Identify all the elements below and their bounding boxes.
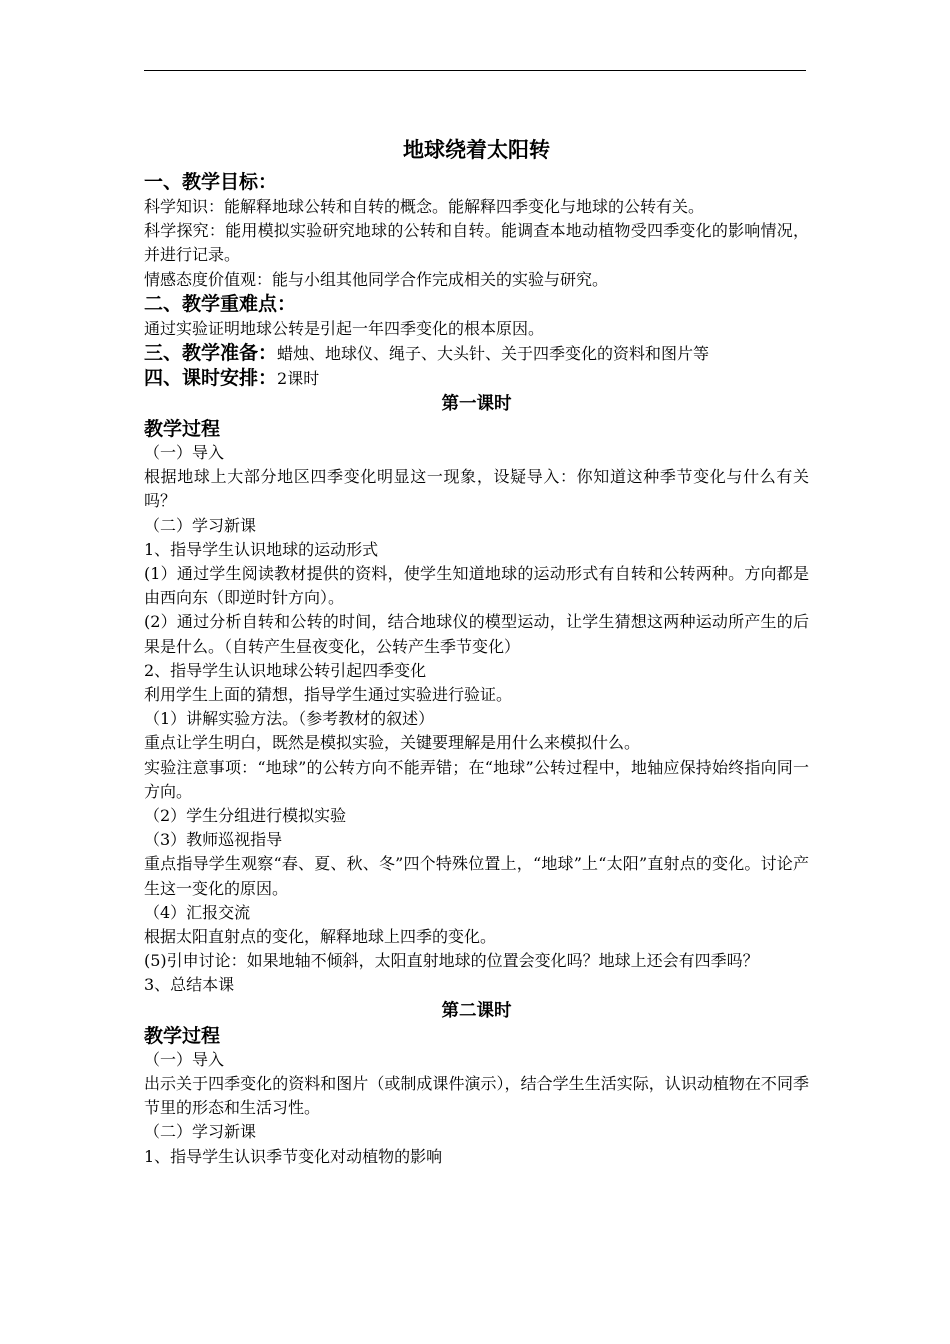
document-title: 地球绕着太阳转 — [403, 138, 550, 162]
section-heading-label: 三、教学准备： — [144, 342, 278, 365]
section-heading-label: 四、课时安排： — [144, 367, 278, 390]
paragraph: 科学知识：能解释地球公转和自转的概念。能解释四季变化与地球的公转有关。 — [144, 197, 705, 216]
paragraph: (2）通过分析自转和公转的时间，结合地球仪的模型运动，让学生猜想这两种运动所产生的后果是什么。（自转产生昼夜变化，公转产生季节变化） — [144, 612, 809, 656]
section-heading-schedule — [144, 366, 809, 391]
lesson-heading: 第一课时 — [441, 394, 512, 415]
paragraph: 根据太阳直射点的变化，解释地球上四季的变化。 — [144, 927, 497, 947]
paragraph: （二）学习新课 — [144, 515, 257, 535]
paragraph: 情感态度价值观：能与小组其他同学合作完成相关的实验与研究。 — [144, 269, 609, 289]
paragraph: 出示关于四季变化的资料和图片（或制成课件演示），结合学生生活实际，认识动植物在不同季节里的形态和生活习性。 — [144, 1073, 809, 1118]
section-heading-objectives: 一、教学目标： — [144, 171, 278, 193]
paragraph: 3、总结本课 — [144, 975, 235, 995]
paragraph: （2）学生分组进行模拟实验 — [144, 806, 347, 826]
paragraph: （1）讲解实验方法。（参考教材的叙述） — [144, 709, 435, 729]
paragraph: （一）导入 — [144, 443, 225, 463]
paragraph: 实验注意事项：“地球”的公转方向不能弄错；在“地球”公转过程中，地轴应保持始终指向同一方向。 — [144, 757, 809, 801]
paragraph: （3）教师巡视指导 — [144, 830, 283, 850]
paragraph: 重点指导学生观察“春、夏、秋、冬”四个特殊位置上，“地球”上“太阳”直射点的变化。讨论产生这一变化的原因。 — [144, 854, 809, 898]
paragraph: （二）学习新课 — [144, 1122, 257, 1142]
paragraph: （一）导入 — [144, 1049, 225, 1069]
paragraph: (5)引申讨论：如果地轴不倾斜，太阳直射地球的位置会变化吗？地球上还会有四季吗？ — [144, 951, 759, 971]
process-heading: 教学过程 — [144, 418, 221, 441]
paragraph: 1、指导学生认识季节变化对动植物的影响 — [144, 1146, 443, 1166]
section-heading-preparation — [144, 341, 809, 366]
lesson-heading: 第二课时 — [441, 1000, 512, 1021]
paragraph: 通过实验证明地球公转是引起一年四季变化的根本原因。 — [144, 318, 545, 338]
preparation-materials: 蜡烛、地球仪、绳子、大头针、关于四季变化的资料和图片等 — [277, 344, 710, 364]
paragraph: 科学探究：能用模拟实验研究地球的公转和自转。能调查本地动植物受四季变化的影响情况，并进行记录。 — [144, 221, 809, 265]
header-rule — [144, 70, 806, 71]
paragraph: 根据地球上大部分地区四季变化明显这一现象，设疑导入：你知道这种季节变化与什么有关吗？ — [144, 467, 809, 511]
process-heading: 教学过程 — [144, 1024, 221, 1047]
paragraph: 重点让学生明白，既然是模拟实验，关键要理解是用什么来模拟什么。 — [144, 733, 641, 753]
section-heading-key-points: 二、教学重难点： — [144, 292, 297, 315]
paragraph: 2、指导学生认识地球公转引起四季变化 — [144, 660, 427, 680]
paragraph: （4）汇报交流 — [144, 902, 251, 922]
paragraph: (1）通过学生阅读教材提供的资料，使学生知道地球的运动形式有自转和公转两种。方向都是由西向东（即逆时针方向）。 — [144, 564, 809, 608]
paragraph: 1、指导学生认识地球的运动形式 — [144, 539, 379, 559]
paragraph: 利用学生上面的猜想，指导学生通过实验进行验证。 — [144, 685, 513, 705]
lesson-count: 2课时 — [277, 369, 320, 389]
document-body — [144, 130, 809, 1169]
